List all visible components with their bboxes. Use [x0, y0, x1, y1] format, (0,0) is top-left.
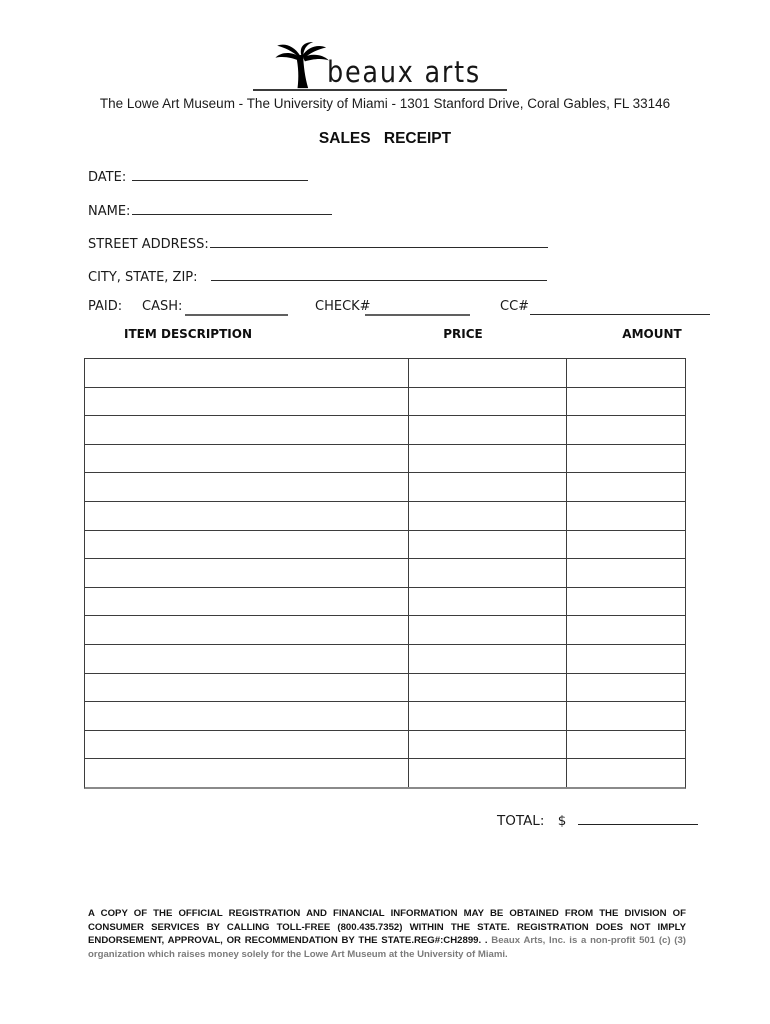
table-row	[85, 359, 685, 387]
amount-cell[interactable]	[566, 702, 685, 730]
item-description-cell[interactable]	[85, 473, 408, 501]
amount-cell[interactable]	[566, 388, 685, 416]
check-label: CHECK#	[315, 299, 371, 314]
city-state-zip-label: CITY, STATE, ZIP:	[88, 270, 198, 285]
table-header-row	[0, 327, 770, 345]
amount-cell[interactable]	[566, 759, 685, 787]
item-description-cell[interactable]	[85, 531, 408, 559]
price-cell[interactable]	[408, 559, 566, 587]
item-description-cell[interactable]	[85, 616, 408, 644]
price-cell[interactable]	[408, 502, 566, 530]
nonprofit-note: Beaux Arts, Inc. is a non-profit 501 (c) (3) organization which raises money solely for the Lowe Art Museum at the University of Miami.	[88, 935, 686, 960]
price-cell[interactable]	[408, 445, 566, 473]
amount-cell[interactable]	[566, 645, 685, 673]
amount-cell[interactable]	[566, 674, 685, 702]
amount-column-header: AMOUNT	[622, 327, 682, 341]
price-cell[interactable]	[408, 531, 566, 559]
currency-symbol: $	[557, 813, 567, 829]
price-cell[interactable]	[408, 416, 566, 444]
amount-cell[interactable]	[566, 731, 685, 759]
check-input-line[interactable]	[365, 300, 470, 316]
item-description-cell[interactable]	[85, 702, 408, 730]
total-row	[497, 810, 698, 829]
legal-fine-print	[88, 907, 686, 961]
price-column-header: PRICE	[443, 327, 483, 341]
registration-notice: A COPY OF THE OFFICIAL REGISTRATION AND FINANCIAL INFORMATION MAY BE OBTAINED FROM THE DIVISION OF CONSUMER SERVICES BY CALLING TOLL-FREE (800.435.7352) WITHIN THE STATE. REGISTRATION DOES NOT IMPLY ENDORSEMENT, APPROVAL, OR RECOMMENDATION BY THE STATE.REG#:CH2899. .	[88, 908, 686, 947]
price-cell[interactable]	[408, 674, 566, 702]
brand-name: beaux arts	[327, 55, 481, 89]
logo	[253, 40, 507, 91]
price-cell[interactable]	[408, 388, 566, 416]
amount-cell[interactable]	[566, 416, 685, 444]
payment-method-row	[0, 299, 770, 319]
street-field-row	[88, 233, 548, 252]
amount-cell[interactable]	[566, 359, 685, 387]
table-row	[85, 444, 685, 473]
table-row	[85, 472, 685, 501]
page-title: SALES RECEIPT	[318, 130, 452, 147]
price-cell[interactable]	[408, 588, 566, 616]
cash-label: CASH:	[142, 299, 183, 314]
items-table	[84, 358, 686, 789]
table-row	[85, 758, 685, 787]
palm-tree-icon	[275, 42, 333, 90]
item-description-cell[interactable]	[85, 731, 408, 759]
city-state-zip-input-line[interactable]	[211, 266, 547, 281]
item-description-cell[interactable]	[85, 559, 408, 587]
item-description-cell[interactable]	[85, 674, 408, 702]
item-description-cell[interactable]	[85, 502, 408, 530]
price-cell[interactable]	[408, 645, 566, 673]
amount-cell[interactable]	[566, 531, 685, 559]
item-description-cell[interactable]	[85, 759, 408, 787]
total-label: TOTAL:	[497, 813, 545, 829]
table-row	[85, 501, 685, 530]
name-input-line[interactable]	[132, 200, 332, 215]
amount-cell[interactable]	[566, 616, 685, 644]
date-label: DATE:	[88, 170, 127, 185]
street-address-label: STREET ADDRESS:	[88, 237, 209, 252]
amount-cell[interactable]	[566, 559, 685, 587]
item-description-cell[interactable]	[85, 445, 408, 473]
table-row	[85, 615, 685, 644]
paid-label: PAID:	[88, 299, 123, 314]
amount-cell[interactable]	[566, 445, 685, 473]
table-row	[85, 415, 685, 444]
name-field-row	[88, 200, 332, 219]
amount-cell[interactable]	[566, 473, 685, 501]
museum-address: The Lowe Art Museum - The University of Miami - 1301 Stanford Drive, Coral Gables, FL 33146	[99, 96, 671, 111]
cc-label: CC#	[500, 299, 530, 314]
table-row	[85, 701, 685, 730]
table-row	[85, 558, 685, 587]
item-description-cell[interactable]	[85, 645, 408, 673]
total-input-line[interactable]	[578, 810, 698, 825]
table-row	[85, 730, 685, 759]
table-row	[85, 644, 685, 673]
city-field-row	[88, 266, 547, 285]
table-row	[85, 587, 685, 616]
amount-cell[interactable]	[566, 502, 685, 530]
price-cell[interactable]	[408, 702, 566, 730]
date-input-line[interactable]	[132, 166, 308, 181]
price-cell[interactable]	[408, 731, 566, 759]
item-description-cell[interactable]	[85, 416, 408, 444]
name-label: NAME:	[88, 204, 131, 219]
item-description-cell[interactable]	[85, 359, 408, 387]
table-row	[85, 673, 685, 702]
price-cell[interactable]	[408, 473, 566, 501]
amount-cell[interactable]	[566, 588, 685, 616]
date-field-row	[88, 166, 308, 185]
price-cell[interactable]	[408, 359, 566, 387]
street-address-input-line[interactable]	[210, 233, 548, 248]
cc-input-line[interactable]	[530, 300, 710, 315]
price-cell[interactable]	[408, 616, 566, 644]
item-description-cell[interactable]	[85, 388, 408, 416]
table-row	[85, 530, 685, 559]
table-row	[85, 387, 685, 416]
item-description-column-header: ITEM DESCRIPTION	[124, 327, 252, 341]
item-description-cell[interactable]	[85, 588, 408, 616]
price-cell[interactable]	[408, 759, 566, 787]
cash-input-line[interactable]	[185, 300, 288, 316]
